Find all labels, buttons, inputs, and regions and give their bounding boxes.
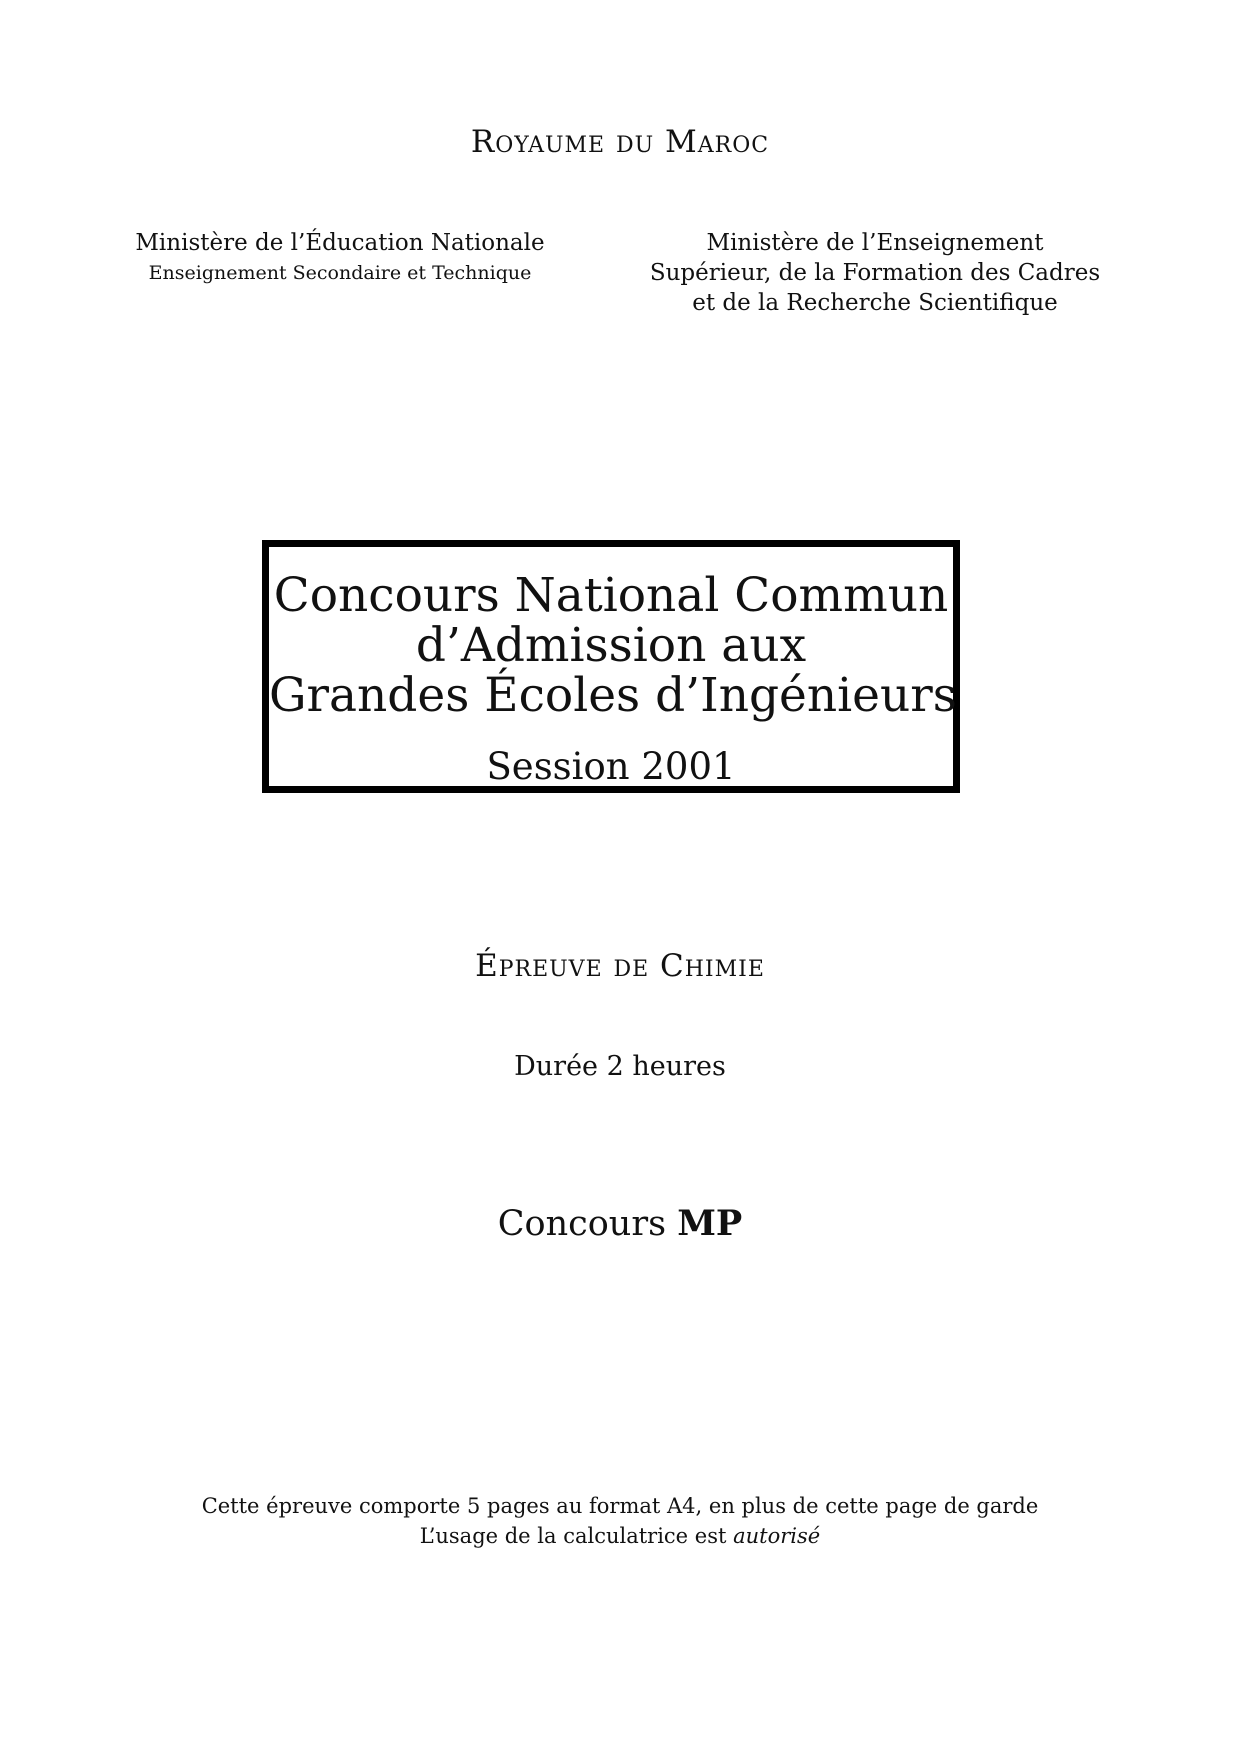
exam-title-line: Concours National Commun: [273, 568, 949, 623]
ministry-higher-education-line: Supérieur, de la Formation des Cadres: [649, 260, 1101, 286]
exam-title-line: d’Admission aux: [415, 618, 807, 673]
exam-footer-notes: [0, 1491, 1240, 1551]
concours-prefix: Concours: [497, 1204, 667, 1244]
kingdom-heading: Royaume du Maroc: [470, 124, 770, 160]
ministry-higher-education: [640, 228, 1110, 318]
concours-track-name: MP: [677, 1203, 743, 1244]
exam-subject: Épreuve de Chimie: [475, 948, 765, 984]
ministry-education-subtitle: Enseignement Secondaire et Technique: [148, 262, 532, 284]
calculator-note-text: L’usage de la calculatrice est: [419, 1524, 727, 1548]
calculator-note-emphasis: autorisé: [733, 1524, 821, 1548]
ministry-higher-education-line: Ministère de l’Enseignement: [706, 230, 1044, 256]
calculator-note: [0, 1521, 1240, 1551]
exam-title-box: [262, 540, 960, 793]
exam-duration: Durée 2 heures: [514, 1051, 726, 1082]
ministry-education: [130, 228, 550, 288]
session-label: Session 2001: [486, 745, 736, 788]
ministry-higher-education-line: et de la Recherche Scientifique: [692, 290, 1058, 316]
exam-title-line: Grandes Écoles d’Ingénieurs: [269, 668, 957, 723]
ministry-education-name: Ministère de l’Éducation Nationale: [135, 230, 545, 256]
concours-track: [0, 1203, 1240, 1244]
page-count-note: Cette épreuve comporte 5 pages au format A4, en plus de cette page de garde: [201, 1494, 1039, 1518]
